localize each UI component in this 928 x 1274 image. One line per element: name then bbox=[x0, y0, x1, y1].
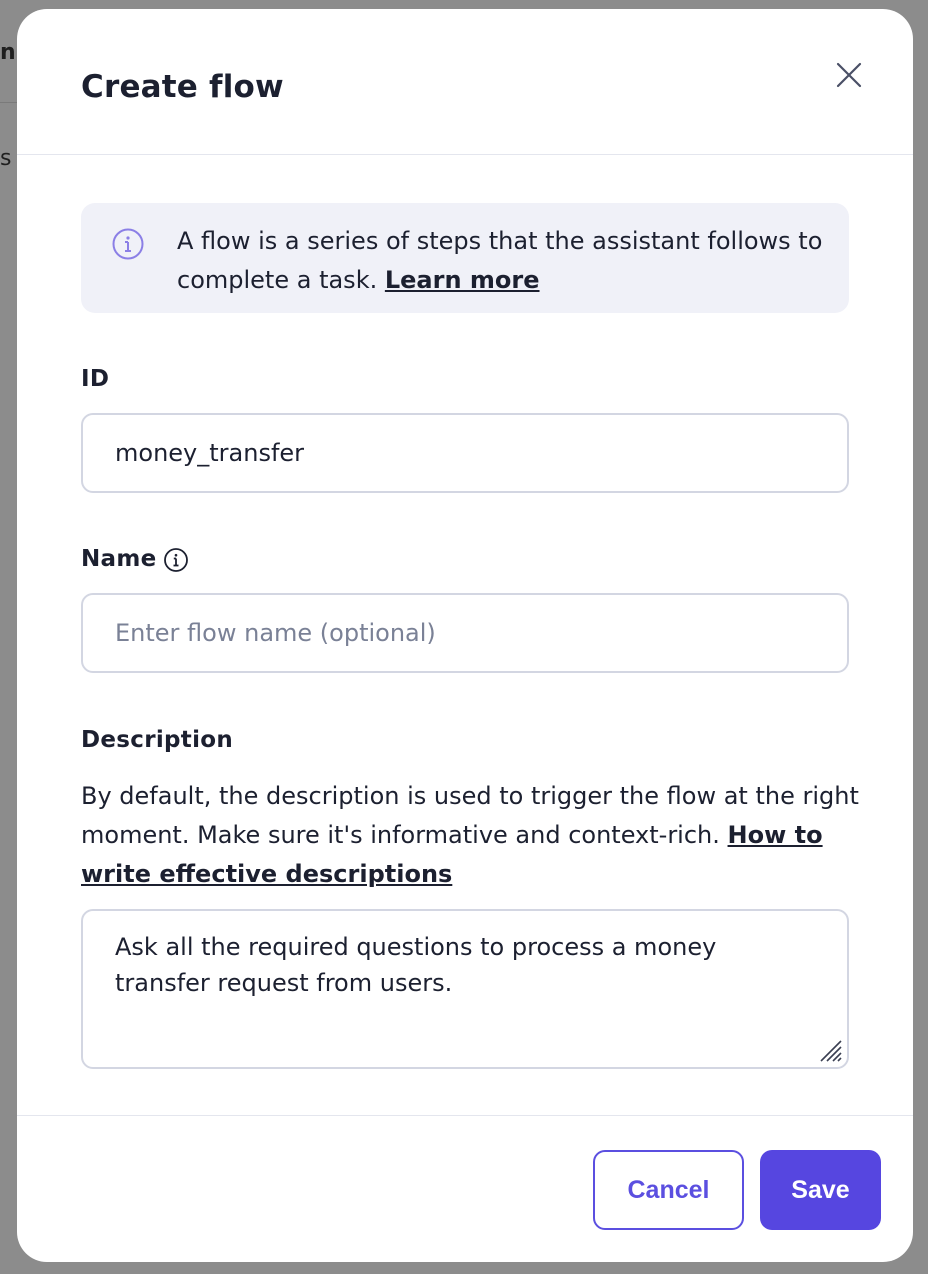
description-help-text bbox=[81, 777, 861, 894]
info-circle-icon[interactable] bbox=[163, 547, 189, 573]
create-flow-dialog bbox=[17, 9, 913, 1262]
id-label: ID bbox=[81, 366, 110, 392]
info-text bbox=[177, 222, 827, 300]
id-input-value: money_transfer bbox=[115, 439, 305, 467]
effective-descriptions-link[interactable]: How to write effective descriptions bbox=[81, 821, 823, 888]
description-label: Description bbox=[81, 727, 234, 753]
save-button[interactable]: Save bbox=[760, 1150, 881, 1230]
description-textarea[interactable] bbox=[81, 909, 849, 1069]
name-label: Name bbox=[81, 546, 157, 572]
id-input[interactable] bbox=[81, 413, 849, 493]
footer-divider bbox=[17, 1115, 913, 1116]
info-description: A flow is a series of steps that the assistant follows to complete a task. bbox=[177, 227, 823, 294]
description-help: By default, the description is used to trigger the flow at the right moment. Make sure it's informative and context-rich. bbox=[81, 782, 859, 849]
close-icon bbox=[835, 61, 863, 89]
learn-more-link[interactable]: Learn more bbox=[384, 266, 540, 294]
dialog-header bbox=[17, 9, 913, 155]
info-circle-icon bbox=[111, 227, 145, 261]
cancel-button[interactable]: Cancel bbox=[593, 1150, 744, 1230]
background-text-fragment: s bbox=[0, 146, 12, 171]
close-button[interactable] bbox=[829, 55, 869, 95]
dialog-title: Create flow bbox=[81, 69, 284, 105]
background-divider bbox=[0, 102, 18, 103]
info-callout bbox=[81, 203, 849, 313]
description-value: Ask all the required questions to process a money transfer request from users. bbox=[115, 933, 717, 997]
name-input-placeholder: Enter flow name (optional) bbox=[115, 619, 436, 647]
name-input[interactable] bbox=[81, 593, 849, 673]
resize-handle-icon[interactable] bbox=[817, 1037, 843, 1063]
background-text-fragment: n bbox=[0, 40, 16, 65]
